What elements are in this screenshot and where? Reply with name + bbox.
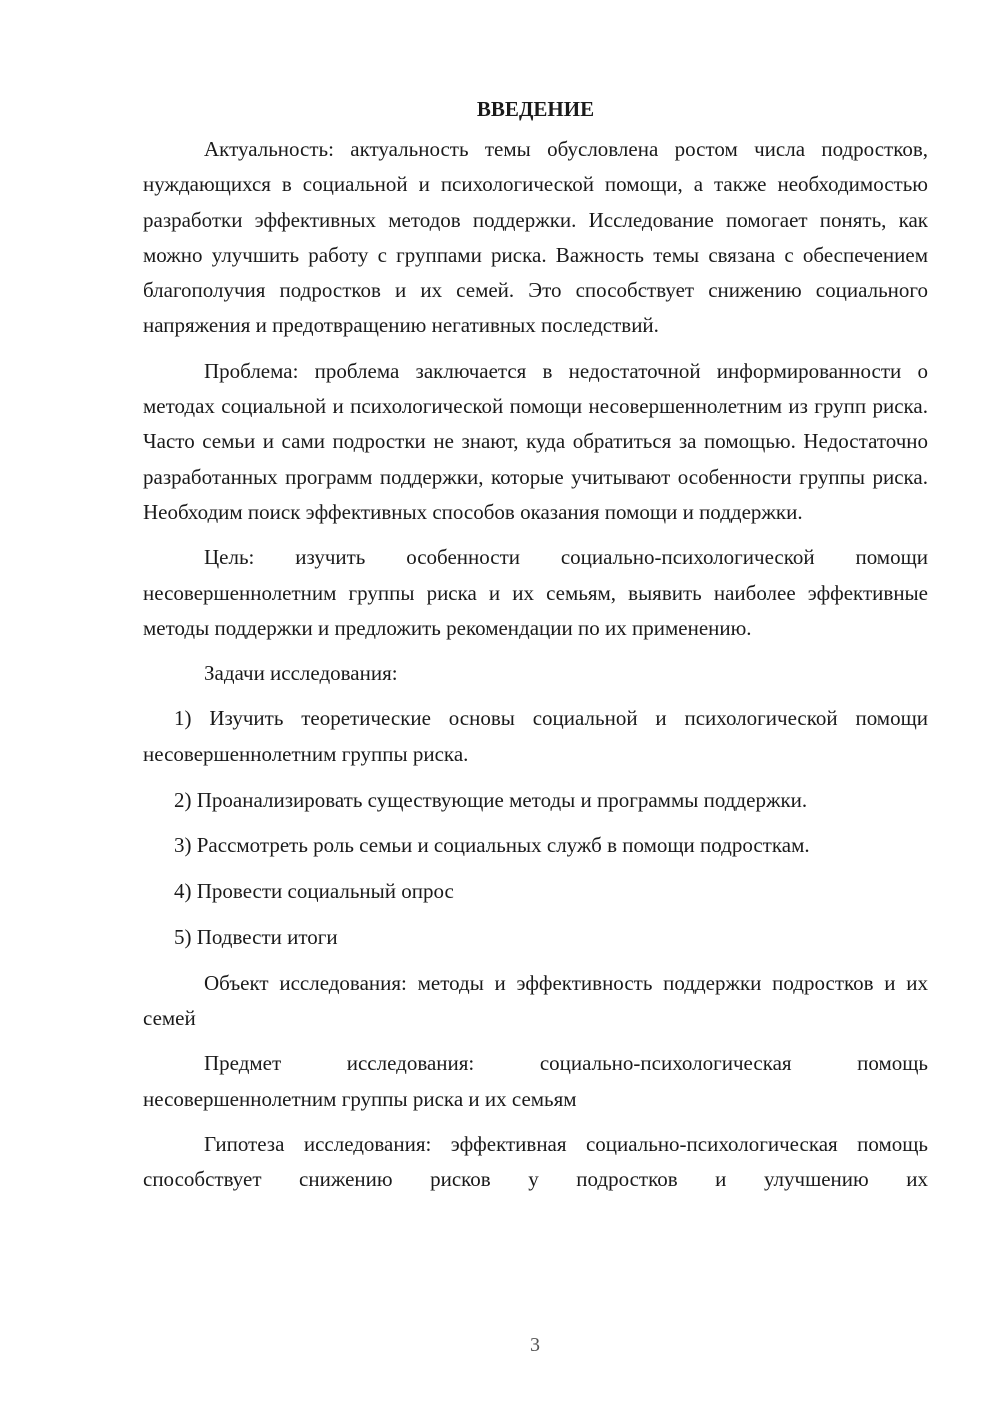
problem-paragraph: Проблема: проблема заключается в недостаточной информированности о методах социальной и психологической помощи несовершеннолетним из групп риска. Часто семьи и сами подростки не знают, куда обратиться за помощью. Недостаточно разработанных программ поддержки, которые учитывают особенности группы риска. Необходим поиск эффективных способов оказания помощи и поддержки.	[143, 358, 928, 524]
hypothesis-paragraph: Гипотеза исследования: эффективная социально-психологическая помощь способствует снижению рисков у подростков и улучшению их	[143, 1131, 928, 1192]
section-heading: ВВЕДЕНИЕ	[476, 97, 595, 121]
task-item-1: 1) Изучить теоретические основы социальной и психологической помощи несовершеннолетним группы риска.	[143, 706, 928, 766]
task-item-3: 3) Рассмотреть роль семьи и социальных служб в помощи подросткам.	[174, 833, 810, 858]
tasks-intro: Задачи исследования:	[204, 661, 398, 686]
object-paragraph: Объект исследования: методы и эффективность поддержки подростков и их семей	[143, 970, 928, 1031]
task-item-4: 4) Провести социальный опрос	[174, 879, 454, 904]
subject-paragraph: Предмет исследования: социально-психологическая помощь несовершеннолетним группы риска и их семьям	[143, 1051, 928, 1111]
goal-paragraph: Цель: изучить особенности социально-психологической помощи несовершеннолетним группы риска и их семьям, выявить наиболее эффективные методы поддержки и предложить рекомендации по их применению.	[143, 545, 928, 640]
task-item-2: 2) Проанализировать существующие методы и программы поддержки.	[174, 787, 808, 812]
page-content	[143, 92, 928, 1208]
relevance-paragraph: Актуальность: актуальность темы обусловлена ростом числа подростков, нуждающихся в социальной и психологической помощи, а также необходимостью разработки эффективных методов поддержки. Исследование помогает понять, как можно улучшить работу с группами риска. Важность темы связана с обеспечением благополучия подростков и их семей. Это способствует снижению социального напряжения и предотвращению негативных последствий.	[143, 137, 928, 338]
page-number: 3	[530, 1334, 540, 1356]
task-item-5: 5) Подвести итоги	[174, 924, 338, 949]
